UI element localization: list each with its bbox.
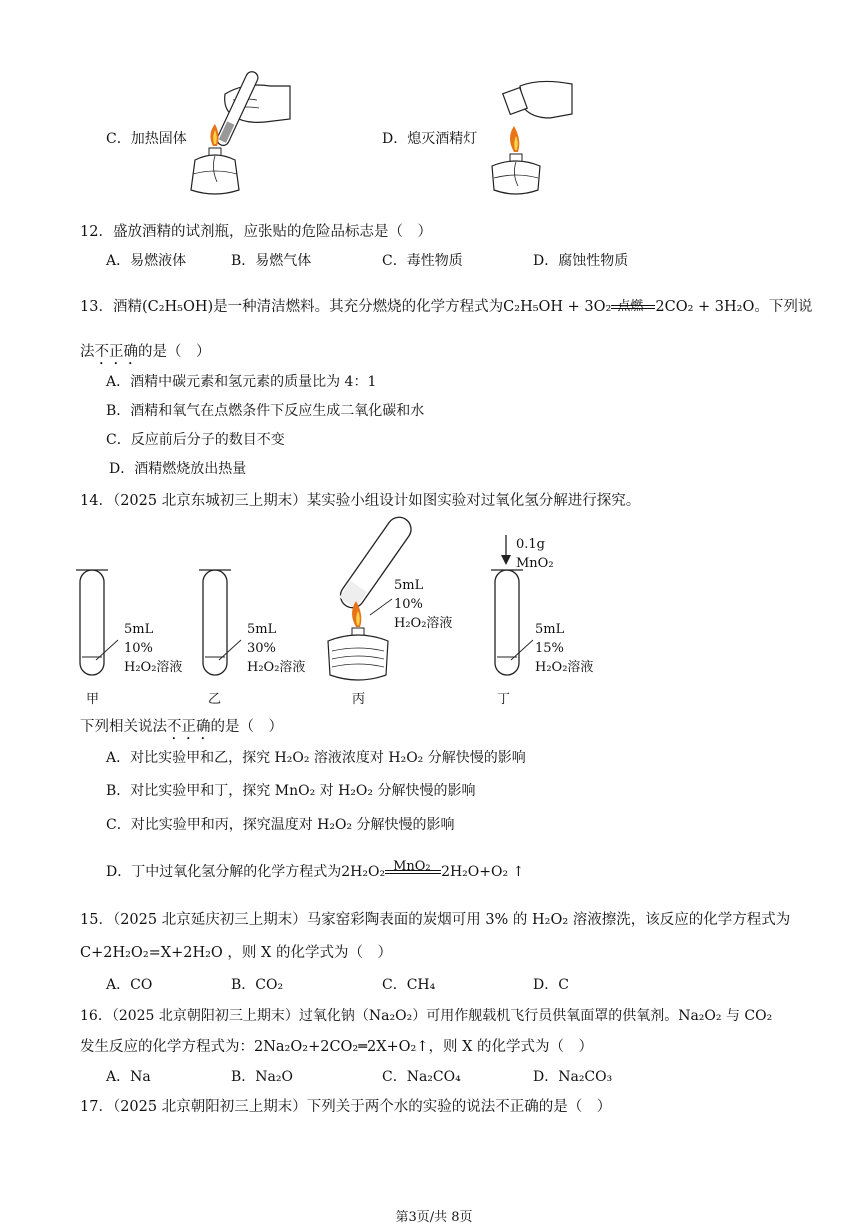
q16-option-b: B．Na₂O (231, 1069, 293, 1085)
q14-option-d: D．丁中过氧化氢分解的化学方程式为2H₂O₂ MnO₂ 2H₂O+O₂ ↑ (106, 859, 525, 880)
catalyst-label: 0.1g MnO₂ (516, 537, 554, 571)
tube-name-bing: 丙 (352, 692, 366, 707)
q16-option-c: C．Na₂CO₄ (382, 1069, 461, 1085)
q15-option-d: D．C (533, 977, 569, 993)
q14-option-c: C．对比实验甲和丙，探究温度对 H₂O₂ 分解快慢的影响 (106, 817, 455, 833)
tube-ding-label: 5mL 15% H₂O₂溶液 (535, 622, 594, 675)
q15-stem: 15．（2025 北京延庆初三上期末）马家窑彩陶表面的炭烟可用 3% 的 H₂O₂ 溶液擦洗，该反应的化学方程式为 (80, 912, 791, 928)
tube-bing-label: 5mL 10% H₂O₂溶液 (394, 578, 453, 631)
q12-option-c: C．毒性物质 (382, 253, 463, 269)
q13-option-a: A．酒精中碳元素和氢元素的质量比为 4：1 (106, 374, 377, 390)
q15-option-b: B．CO₂ (231, 977, 284, 993)
q15-option-c: C．CH₄ (382, 977, 436, 993)
heating-solid-illustration (185, 64, 295, 204)
page-footer: 第3页/共 8页 (395, 1210, 473, 1225)
q13-option-c: C．反应前后分子的数目不变 (106, 432, 285, 448)
tube-name-ding: 丁 (497, 692, 511, 707)
q11-option-d: D．熄灭酒精灯 (382, 131, 478, 147)
q13-stem: 13．酒精(C₂H₅OH)是一种清洁燃料。其充分燃烧的化学方程式为C₂H₅OH + 3O₂ 点燃 2CO₂ + 3H₂O。下列说 (80, 299, 813, 315)
tube-name-jia: 甲 (86, 692, 100, 707)
q16-option-d: D．Na₂CO₃ (533, 1069, 613, 1085)
q15-option-a: A．CO (106, 977, 153, 993)
q14-prompt: 下列相关说法不正确的是（ ） (80, 719, 283, 735)
q12-option-a: A．易燃液体 (106, 253, 187, 269)
q12-option-b: B．易燃气体 (231, 253, 312, 269)
tube-jia-label: 5mL 10% H₂O₂溶液 (124, 622, 183, 675)
tube-name-yi: 乙 (208, 692, 222, 707)
q16-line2: 发生反应的化学方程式为：2Na₂O₂+2CO₂═2X+O₂↑，则 X 的化学式为（ ） (80, 1039, 594, 1055)
q14-option-b: B．对比实验甲和丁，探究 MnO₂ 对 H₂O₂ 分解快慢的影响 (106, 783, 476, 799)
q14-option-a: A．对比实验甲和乙，探究 H₂O₂ 溶液浓度对 H₂O₂ 分解快慢的影响 (106, 750, 526, 766)
q13-option-d: D．酒精燃烧放出热量 (109, 461, 247, 477)
q12-stem: 12．盛放酒精的试剂瓶，应张贴的危险品标志是（ ） (80, 224, 432, 240)
q13-option-b: B．酒精和氧气在点燃条件下反应生成二氧化碳和水 (106, 403, 425, 419)
tube-yi-label: 5mL 30% H₂O₂溶液 (247, 622, 306, 675)
q17-stem: 17．（2025 北京朝阳初三上期末）下列关于两个水的实验的说法不正确的是（ ） (80, 1099, 612, 1115)
q16-option-a: A．Na (106, 1069, 151, 1085)
extinguish-lamp-illustration (480, 78, 580, 198)
q12-option-d: D．腐蚀性物质 (533, 253, 629, 269)
q14-stem: 14．（2025 北京东城初三上期末）某实验小组设计如图实验对过氧化氢分解进行探究。 (80, 493, 641, 509)
q15-line2: C+2H₂O₂=X+2H₂O ，则 X 的化学式为（ ） (80, 945, 392, 961)
q11-option-c: C．加热固体 (106, 131, 187, 147)
q13-line2: 法不正确的是（ ） (80, 344, 211, 360)
q13-equation: C₂H₅OH + 3O₂ 点燃 2CO₂ + 3H₂O (503, 299, 755, 315)
q16-stem: 16．（2025 北京朝阳初三上期末）过氧化钠（Na₂O₂）可用作舰载机飞行员供氧面罩的供氧剂。Na₂O₂ 与 CO₂ (80, 1008, 773, 1024)
